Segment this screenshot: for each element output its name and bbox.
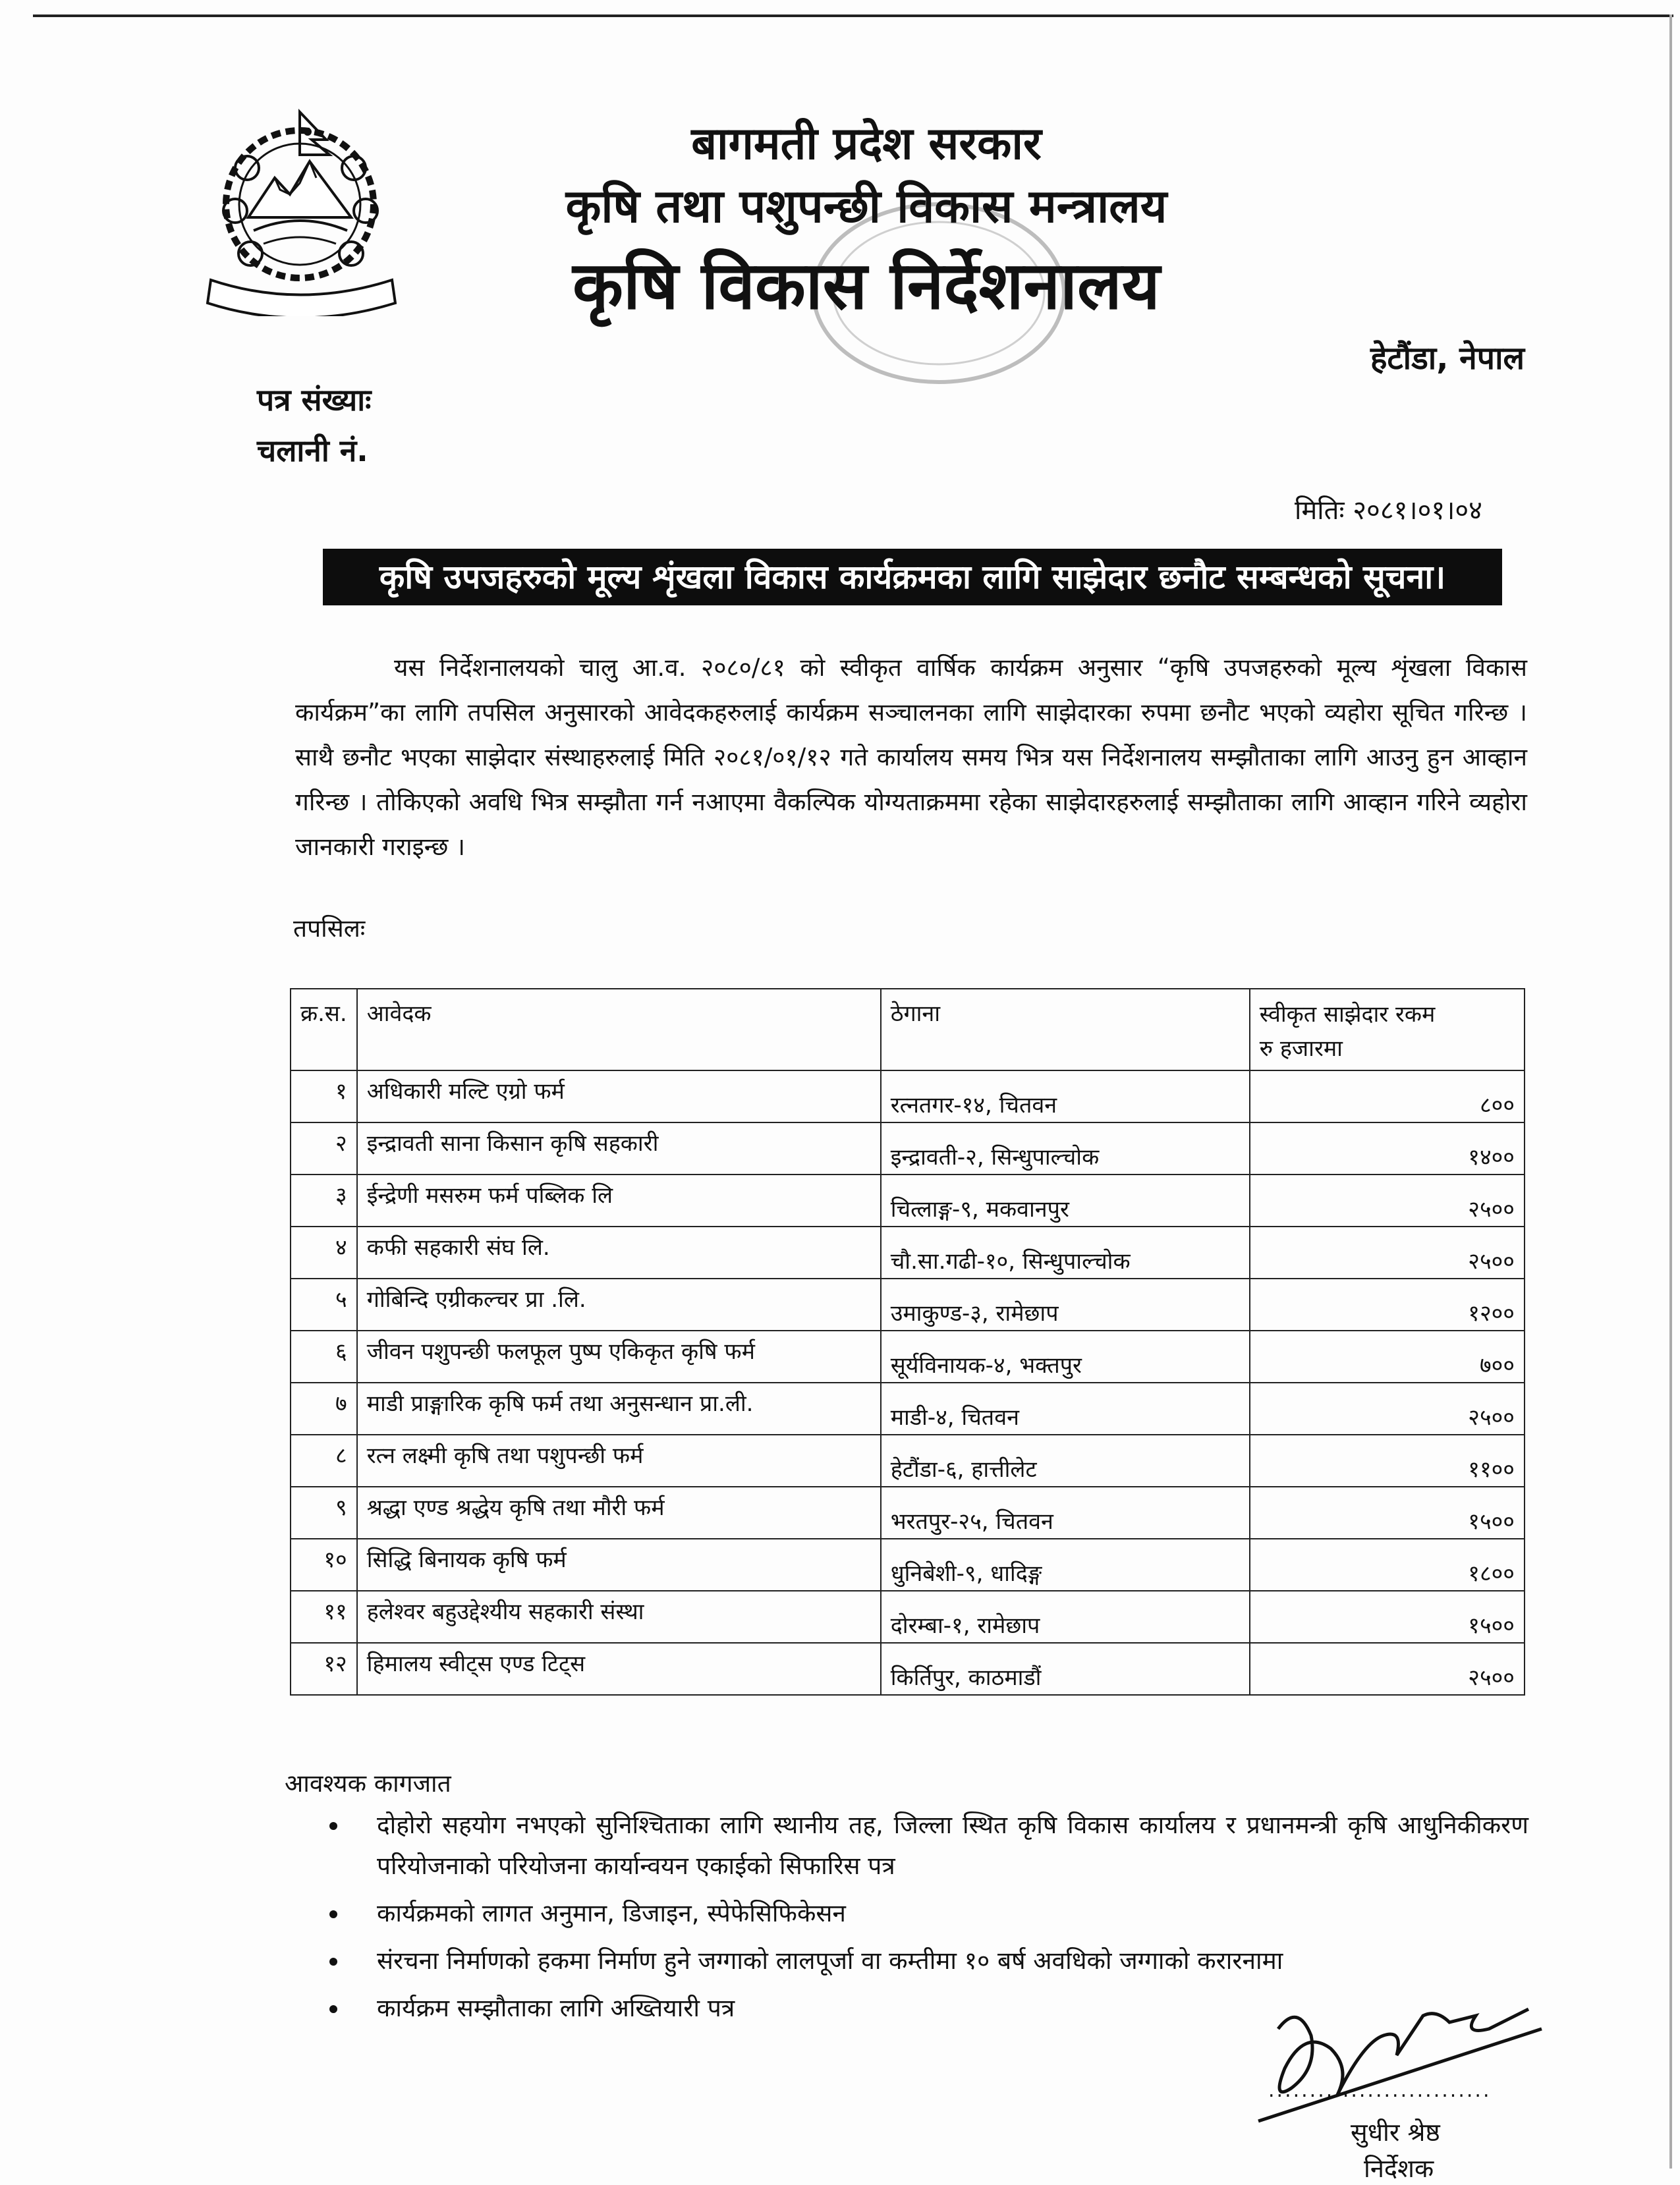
required-documents-title: आवश्यक कागजात [285,1769,451,1798]
selected-partners-table [290,988,1525,1696]
cell-address: चित्लाङ्ग-९, मकवानपुर [881,1175,1250,1227]
bullet-icon [329,1958,337,1966]
cell-amount: १८०० [1250,1539,1525,1591]
table-row [291,1070,1525,1122]
table-row [291,1643,1525,1695]
table-row [291,1227,1525,1279]
cell-applicant: अधिकारी मल्टि एग्रो फर्म [357,1070,881,1122]
cell-applicant: गोबिन्दि एग्रीकल्चर प्रा .लि. [357,1279,881,1331]
cell-address: किर्तिपुर, काठमाडौं [881,1643,1250,1695]
col-header-applicant: आवेदक [357,989,881,1070]
cell-address: उमाकुण्ड-३, रामेछाप [881,1279,1250,1331]
signatory-designation: निर्देशक [1364,2154,1434,2183]
notice-body: यस निर्देशनालयको चालु आ.व. २०८०/८१ को स्वीकृत वार्षिक कार्यक्रम अनुसार “कृषि उपजहरुको मूल्य शृंखला विकास कार्यक्रम”का लागि तपसिल अनुसारको आवेदकहरुलाई कार्यक्रम सञ्चालनका लागि साझेदारका रुपमा छनौट भएको व्यहोरा सूचित गरिन्छ । साथै छनौट भएका साझेदार संस्थाहरुलाई मिति २०८१/०१/१२ गते कार्यालय समय भित्र यस निर्देशनालय सम्झौताका लागि आउनु हुन आव्हान गरिन्छ । तोकिएको अवधि भित्र सम्झौता गर्न नआएमा वैकल्पिक योग्यताक्रममा रहेका साझेदारहरुलाई सम्झौताका लागि आव्हान गरिने व्यहोरा जानकारी गराइन्छ । [295,653,1527,861]
list-item [329,1893,1528,1934]
cell-amount: २५०० [1250,1227,1525,1279]
list-item [329,1805,1528,1887]
cell-amount: २५०० [1250,1175,1525,1227]
cell-address: रत्नतगर-१४, चितवन [881,1070,1250,1122]
cell-address: चौ.सा.गढी-१०, सिन्धुपाल्चोक [881,1227,1250,1279]
bullet-icon [329,1822,337,1830]
col-header-address: ठेगाना [881,989,1250,1070]
cell-applicant: ईन्द्रेणी मसरुम फर्म पब्लिक लि [357,1175,881,1227]
cell-amount: २५०० [1250,1643,1525,1695]
table-row [291,1175,1525,1227]
cell-applicant: हलेश्वर बहुउद्देश्यीय सहकारी संस्था [357,1591,881,1643]
cell-sn: ७ [291,1383,357,1435]
bullet-icon [329,2005,337,2013]
cell-amount: ८०० [1250,1070,1525,1122]
cell-amount: ७०० [1250,1331,1525,1383]
cell-amount: १२०० [1250,1279,1525,1331]
cell-address: माडी-४, चितवन [881,1383,1250,1435]
cell-amount: ११०० [1250,1435,1525,1487]
letter-date: मितिः २०८१।०१।०४ [1295,495,1482,526]
bullet-icon [329,1910,337,1918]
list-item [329,1941,1528,1981]
cell-sn: १ [291,1070,357,1122]
col-header-amount-line2: रु हजारमा [1259,1036,1343,1062]
document-item-text: दोहोरो सहयोग नभएको सुनिश्चिताका लागि स्थानीय तह, जिल्ला स्थित कृषि विकास कार्यालय र प्रधानमन्त्री कृषि आधुनिकीकरण परियोजनाको परियोजना कार्यान्वयन एकाईको सिफारिस पत्र [377,1811,1528,1880]
cell-amount: १५०० [1250,1487,1525,1539]
cell-applicant: सिद्धि बिनायक कृषि फर्म [357,1539,881,1591]
table-row [291,1435,1525,1487]
cell-address: भरतपुर-२५, चितवन [881,1487,1250,1539]
cell-sn: १० [291,1539,357,1591]
document-item-text: कार्यक्रमको लागत अनुमान, डिजाइन, स्पेफेसिफिकेसन [377,1899,846,1927]
cell-address: सूर्यविनायक-४, भक्तपुर [881,1331,1250,1383]
col-header-amount [1250,989,1525,1070]
document-item-text: संरचना निर्माणको हकमा निर्माण हुने जग्गाको लालपूर्जा वा कम्तीमा १० बर्ष अवधिको जग्गाको करारनामा [377,1947,1283,1975]
cell-applicant: हिमालय स्वीट्स एण्ड टिट्स [357,1643,881,1695]
table-row [291,1487,1525,1539]
cell-applicant: कफी सहकारी संघ लि. [357,1227,881,1279]
cell-amount: २५०० [1250,1383,1525,1435]
cell-sn: २ [291,1122,357,1175]
dispatch-number-label: चलानी नं. [257,433,368,468]
notice-title: कृषि उपजहरुको मूल्य शृंखला विकास कार्यक्रमका लागि साझेदार छनौट सम्बन्धको सूचना। [323,549,1502,605]
letter-number-label: पत्र संख्याः [257,382,372,418]
directorate-name: कृषि विकास निर्देशनालय [573,247,1160,324]
cell-amount: १४०० [1250,1122,1525,1175]
cell-applicant: माडी प्राङ्गारिक कृषि फर्म तथा अनुसन्धान प्रा.ली. [357,1383,881,1435]
cell-sn: १२ [291,1643,357,1695]
page-right-shadow [1669,14,1672,2169]
cell-amount: १५०० [1250,1591,1525,1643]
govt-name: बागमती प्रदेश सरकार [691,118,1042,170]
document-item-text: कार्यक्रम सम्झौताका लागि अख्तियारी पत्र [377,1994,735,2022]
cell-applicant: रत्न लक्ष्मी कृषि तथा पशुपन्छी फर्म [357,1435,881,1487]
cell-applicant: इन्द्रावती साना किसान कृषि सहकारी [357,1122,881,1175]
ministry-name: कृषि तथा पशुपन्छी विकास मन्त्रालय [565,179,1167,233]
cell-sn: ६ [291,1331,357,1383]
cell-applicant: श्रद्धा एण्ड श्रद्धेय कृषि तथा मौरी फर्म [357,1487,881,1539]
page-top-border [33,14,1673,17]
table-row [291,1279,1525,1331]
table-row [291,1539,1525,1591]
cell-sn: ९ [291,1487,357,1539]
table-row [291,1331,1525,1383]
details-label: तपसिलः [293,914,366,943]
cell-applicant: जीवन पशुपन्छी फलफूल पुष्प एकिकृत कृषि फर्म [357,1331,881,1383]
table-row [291,1122,1525,1175]
cell-address: दोरम्बा-१, रामेछाप [881,1591,1250,1643]
table-row [291,1591,1525,1643]
col-header-amount-line1: स्वीकृत साझेदार रकम [1259,1001,1436,1028]
cell-sn: ८ [291,1435,357,1487]
cell-sn: ३ [291,1175,357,1227]
cell-sn: ११ [291,1591,357,1643]
cell-address: हेटौंडा-६, हात्तीलेट [881,1435,1250,1487]
signatory-name: सुधीर श्रेष्ठ [1351,2118,1440,2147]
cell-address: इन्द्रावती-२, सिन्धुपाल्चोक [881,1122,1250,1175]
table-row [291,1383,1525,1435]
cell-sn: ४ [291,1227,357,1279]
col-header-sn: क्र.स. [291,989,357,1070]
signature-line: ........................... [1268,2079,1492,2102]
cell-address: धुनिबेशी-९, धादिङ्ग [881,1539,1250,1591]
office-location: हेटौंडा, नेपाल [1370,340,1525,377]
cell-sn: ५ [291,1279,357,1331]
table-header-row [291,989,1525,1070]
